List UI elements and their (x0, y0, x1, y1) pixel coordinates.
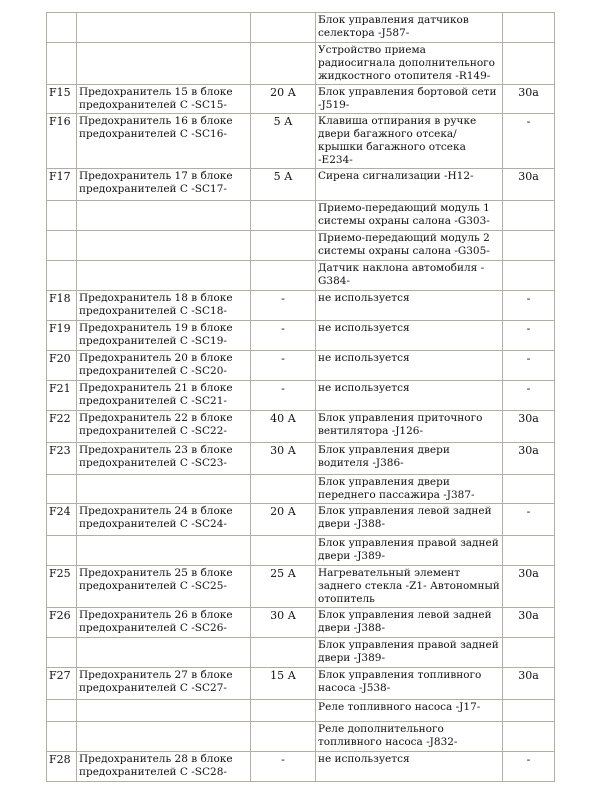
consumer-cell (316, 443, 503, 475)
consumer-cell (316, 504, 503, 536)
fuse-name-cell (77, 504, 251, 536)
fuse-amperage-cell (251, 668, 316, 700)
consumer-cell (316, 668, 503, 700)
fuse-name-cell (77, 536, 251, 566)
fuse-name-text: Предохранитель 23 в блоке предохранителей С -SC23- (79, 444, 233, 469)
table-row (47, 114, 555, 169)
fuse-amperage-text: 5 А (273, 170, 293, 183)
terminal-cell (503, 114, 555, 169)
table-row (47, 43, 555, 85)
terminal-cell (503, 231, 555, 261)
consumer-cell (316, 722, 503, 752)
consumer-text: Блок управления датчиков селектора -J587- (318, 14, 469, 39)
table-row (47, 169, 555, 201)
table-row (47, 608, 555, 638)
table-row (47, 638, 555, 668)
consumer-text: Сирена сигнализации -H12- (318, 170, 474, 182)
terminal-cell (503, 752, 555, 782)
fuse-name-cell (77, 411, 251, 443)
fuse-amperage-cell (251, 722, 316, 752)
consumer-cell (316, 114, 503, 169)
terminal-cell (503, 291, 555, 321)
consumer-text: не используется (318, 753, 410, 765)
fuse-number-cell (47, 261, 77, 291)
fuse-amperage-cell (251, 608, 316, 638)
fuse-name-cell (77, 722, 251, 752)
table-row (47, 291, 555, 321)
consumer-text: Блок управления бортовой сети -J519- (318, 86, 497, 111)
fuse-amperage-cell (251, 261, 316, 291)
table-row (47, 566, 555, 608)
consumer-text: не используется (318, 292, 410, 304)
fuse-amperage-cell (251, 291, 316, 321)
terminal-cell (503, 261, 555, 291)
terminal-cell (503, 13, 555, 43)
terminal-text: 30а (518, 170, 539, 183)
fuse-name-cell (77, 608, 251, 638)
consumer-cell (316, 43, 503, 85)
terminal-text: 30а (518, 567, 539, 580)
fuse-amperage-text: 5 А (273, 115, 293, 128)
fuse-number-cell (47, 700, 77, 722)
fuse-amperage-text: - (281, 292, 285, 305)
fuse-amperage-cell (251, 321, 316, 351)
consumer-text: не используется (318, 322, 410, 334)
fuse-name-cell (77, 443, 251, 475)
terminal-text: - (526, 352, 531, 365)
table-row (47, 475, 555, 504)
fuse-amperage-text: 25 А (270, 567, 296, 580)
consumer-text: Блок управления правой задней двери -J389- (318, 537, 499, 562)
consumer-cell (316, 321, 503, 351)
fuse-number-cell (47, 381, 77, 411)
table-row (47, 261, 555, 291)
fuse-amperage-cell (251, 638, 316, 668)
consumer-cell (316, 381, 503, 411)
fuse-number-text: F21 (49, 382, 71, 395)
fuse-name-cell (77, 381, 251, 411)
consumer-text: Реле дополнительного топливного насоса -J832- (318, 723, 458, 748)
consumer-cell (316, 638, 503, 668)
terminal-cell (503, 504, 555, 536)
consumer-cell (316, 13, 503, 43)
fuse-number-text: F17 (49, 170, 71, 183)
terminal-text: - (526, 115, 531, 128)
terminal-text: - (526, 292, 531, 305)
consumer-text: Датчик наклона автомобиля -G384- (318, 262, 485, 287)
fuse-number-text: F18 (49, 292, 71, 305)
fuse-amperage-text: 40 А (270, 412, 296, 425)
fuse-amperage-cell (251, 475, 316, 504)
consumer-text: Блок управления двери переднего пассажира -J387- (318, 476, 475, 501)
terminal-text: 30а (518, 86, 539, 99)
fuse-name-cell (77, 13, 251, 43)
fuse-amperage-text: - (281, 753, 285, 766)
table-row (47, 201, 555, 231)
fuse-number-cell (47, 752, 77, 782)
terminal-text: - (526, 753, 531, 766)
fuse-amperage-cell (251, 43, 316, 85)
consumer-text: не используется (318, 382, 410, 394)
fuse-name-cell (77, 700, 251, 722)
terminal-cell (503, 608, 555, 638)
fuse-amperage-cell (251, 201, 316, 231)
fuse-number-text: F24 (49, 505, 71, 518)
table-row (47, 381, 555, 411)
consumer-text: Приемо-передающий модуль 1 системы охраны салона -G303- (318, 202, 490, 227)
fuse-amperage-text: 30 А (270, 609, 296, 622)
terminal-cell (503, 668, 555, 700)
consumer-cell (316, 700, 503, 722)
fuse-number-cell (47, 231, 77, 261)
fuse-name-cell (77, 201, 251, 231)
fuse-name-cell (77, 566, 251, 608)
fuse-number-cell (47, 13, 77, 43)
consumer-cell (316, 231, 503, 261)
consumer-text: Блок управления левой задней двери -J388- (318, 609, 492, 634)
consumer-cell (316, 608, 503, 638)
fuse-name-cell (77, 169, 251, 201)
fuse-amperage-cell (251, 231, 316, 261)
consumer-cell (316, 411, 503, 443)
consumer-cell (316, 261, 503, 291)
fuse-amperage-cell (251, 504, 316, 536)
fuse-name-cell (77, 351, 251, 381)
terminal-text: - (526, 382, 531, 395)
terminal-text: 30а (518, 669, 539, 682)
terminal-cell (503, 411, 555, 443)
consumer-text: не используется (318, 352, 410, 364)
fuse-number-cell (47, 668, 77, 700)
fuse-number-cell (47, 566, 77, 608)
fuse-name-text: Предохранитель 19 в блоке предохранителей С -SC19- (79, 322, 233, 347)
fuse-name-cell (77, 85, 251, 114)
consumer-cell (316, 566, 503, 608)
table-row (47, 321, 555, 351)
fuse-name-cell (77, 752, 251, 782)
fuse-amperage-cell (251, 411, 316, 443)
consumer-text: Нагревательный элемент заднего стекла -Z1- Автономный отопитель (318, 567, 500, 605)
terminal-cell (503, 722, 555, 752)
fuse-name-text: Предохранитель 17 в блоке предохранителей С -SC17- (79, 170, 233, 195)
fuse-amperage-cell (251, 536, 316, 566)
fuse-name-text: Предохранитель 21 в блоке предохранителей С -SC21- (79, 382, 233, 407)
fuse-amperage-cell (251, 351, 316, 381)
fuse-name-cell (77, 475, 251, 504)
fuse-amperage-text: 30 А (270, 444, 296, 457)
fuse-amperage-cell (251, 381, 316, 411)
terminal-cell (503, 566, 555, 608)
fuse-amperage-text: - (281, 352, 285, 365)
fuse-number-text: F27 (49, 669, 71, 682)
table-row (47, 668, 555, 700)
consumer-cell (316, 169, 503, 201)
terminal-text: 30а (518, 412, 539, 425)
fuse-number-text: F26 (49, 609, 71, 622)
terminal-text: 30а (518, 444, 539, 457)
fuse-name-text: Предохранитель 18 в блоке предохранителей С -SC18- (79, 292, 233, 317)
fuse-number-text: F23 (49, 444, 71, 457)
terminal-cell (503, 43, 555, 85)
fuse-amperage-cell (251, 700, 316, 722)
table-row (47, 13, 555, 43)
fuse-name-text: Предохранитель 22 в блоке предохранителей С -SC22- (79, 412, 233, 437)
terminal-cell (503, 351, 555, 381)
fuse-number-cell (47, 169, 77, 201)
fuse-table (46, 12, 555, 782)
terminal-cell (503, 638, 555, 668)
table-row (47, 752, 555, 782)
fuse-number-text: F22 (49, 412, 71, 425)
fuse-name-text: Предохранитель 15 в блоке предохранителей С -SC15- (79, 86, 233, 111)
fuse-amperage-cell (251, 169, 316, 201)
fuse-number-cell (47, 321, 77, 351)
fuse-amperage-text: - (281, 322, 285, 335)
terminal-cell (503, 475, 555, 504)
terminal-text: 30а (518, 609, 539, 622)
fuse-amperage-text: 15 А (270, 669, 296, 682)
consumer-cell (316, 536, 503, 566)
consumer-cell (316, 752, 503, 782)
fuse-number-cell (47, 722, 77, 752)
terminal-cell (503, 169, 555, 201)
terminal-cell (503, 85, 555, 114)
fuse-amperage-text: 20 А (270, 86, 296, 99)
fuse-name-cell (77, 291, 251, 321)
fuse-number-cell (47, 43, 77, 85)
fuse-number-text: F16 (49, 115, 71, 128)
fuse-number-text: F19 (49, 322, 71, 335)
consumer-cell (316, 85, 503, 114)
fuse-amperage-cell (251, 114, 316, 169)
table-row (47, 411, 555, 443)
consumer-text: Приемо-передающий модуль 2 системы охраны салона -G305- (318, 232, 490, 257)
consumer-text: Блок управления приточного вентилятора -J126- (318, 412, 483, 437)
fuse-name-text: Предохранитель 16 в блоке предохранителей С -SC16- (79, 115, 233, 140)
fuse-name-cell (77, 321, 251, 351)
fuse-number-cell (47, 114, 77, 169)
fuse-number-cell (47, 411, 77, 443)
table-row (47, 351, 555, 381)
table-row (47, 231, 555, 261)
consumer-text: Блок управления правой задней двери -J389- (318, 639, 499, 664)
fuse-name-text: Предохранитель 27 в блоке предохранителей С -SC27- (79, 669, 233, 694)
consumer-cell (316, 291, 503, 321)
fuse-name-text: Предохранитель 24 в блоке предохранителей С -SC24- (79, 505, 233, 530)
fuse-name-cell (77, 638, 251, 668)
fuse-number-cell (47, 201, 77, 231)
fuse-number-text: F25 (49, 567, 71, 580)
fuse-name-cell (77, 43, 251, 85)
terminal-text: - (526, 322, 531, 335)
terminal-text: - (526, 505, 531, 518)
fuse-name-text: Предохранитель 26 в блоке предохранителей С -SC26- (79, 609, 233, 634)
fuse-number-cell (47, 85, 77, 114)
fuse-number-cell (47, 475, 77, 504)
fuse-amperage-text: - (281, 382, 285, 395)
fuse-number-cell (47, 638, 77, 668)
fuse-table-body (47, 13, 555, 782)
fuse-amperage-cell (251, 85, 316, 114)
fuse-name-cell (77, 261, 251, 291)
fuse-name-cell (77, 668, 251, 700)
fuse-number-cell (47, 291, 77, 321)
fuse-number-text: F15 (49, 86, 71, 99)
fuse-number-cell (47, 536, 77, 566)
fuse-amperage-cell (251, 566, 316, 608)
fuse-name-cell (77, 231, 251, 261)
consumer-cell (316, 351, 503, 381)
terminal-cell (503, 443, 555, 475)
fuse-amperage-cell (251, 752, 316, 782)
consumer-text: Реле топливного насоса -J17- (318, 701, 481, 713)
terminal-cell (503, 536, 555, 566)
fuse-number-cell (47, 608, 77, 638)
fuse-name-cell (77, 114, 251, 169)
fuse-amperage-cell (251, 13, 316, 43)
fuse-number-cell (47, 443, 77, 475)
consumer-text: Устройство приема радиосигнала дополнительного жидкостного отопителя -R149- (318, 44, 495, 82)
table-row (47, 443, 555, 475)
consumer-text: Блок управления топливного насоса -J538- (318, 669, 482, 694)
fuse-name-text: Предохранитель 25 в блоке предохранителей С -SC25- (79, 567, 233, 592)
terminal-cell (503, 381, 555, 411)
consumer-text: Клавиша отпирания в ручке двери багажного отсека/крышки багажного отсека -Е234- (318, 115, 477, 166)
fuse-amperage-cell (251, 443, 316, 475)
fuse-name-text: Предохранитель 28 в блоке предохранителей С -SC28- (79, 753, 233, 778)
consumer-cell (316, 475, 503, 504)
fuse-number-text: F28 (49, 753, 71, 766)
terminal-cell (503, 321, 555, 351)
fuse-number-cell (47, 351, 77, 381)
table-row (47, 536, 555, 566)
terminal-cell (503, 700, 555, 722)
consumer-text: Блок управления левой задней двери -J388- (318, 505, 492, 530)
fuse-number-cell (47, 504, 77, 536)
fuse-name-text: Предохранитель 20 в блоке предохранителей С -SC20- (79, 352, 233, 377)
consumer-text: Блок управления двери водителя -J386- (318, 444, 450, 469)
table-row (47, 722, 555, 752)
table-row (47, 504, 555, 536)
table-row (47, 85, 555, 114)
fuse-amperage-text: 20 А (270, 505, 296, 518)
consumer-cell (316, 201, 503, 231)
table-row (47, 700, 555, 722)
fuse-number-text: F20 (49, 352, 71, 365)
terminal-cell (503, 201, 555, 231)
